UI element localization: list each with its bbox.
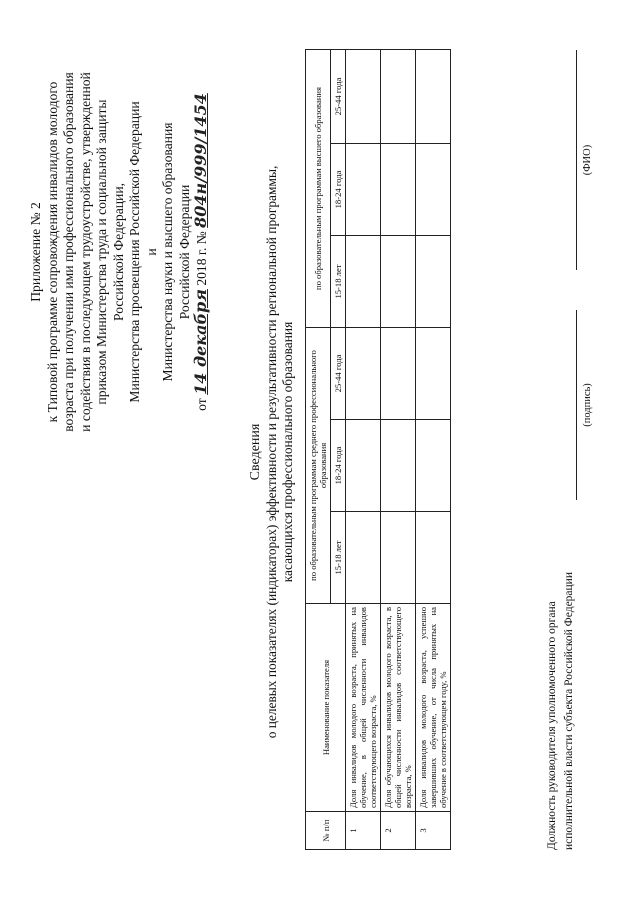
name-line <box>576 50 577 270</box>
header-age: 15-18 лет <box>331 512 346 604</box>
name-caption: (ФИО) <box>582 144 593 176</box>
order-year: 2018 г. № <box>194 231 209 286</box>
header-age: 18-24 года <box>331 144 346 236</box>
empty-cell <box>416 144 451 236</box>
document-title <box>248 22 296 882</box>
order-prefix: от <box>194 398 209 411</box>
indicators-table <box>305 49 451 850</box>
empty-cell <box>416 236 451 328</box>
empty-cell <box>416 512 451 604</box>
row-number: 3 <box>416 812 451 850</box>
header-group-spo: по образовательным программам среднего профессионального образования <box>306 328 331 604</box>
empty-cell <box>346 328 381 420</box>
empty-cell <box>381 50 416 144</box>
empty-cell <box>346 50 381 144</box>
position-title-line: исполнительной власти субъекта Российской Федерации <box>563 572 575 850</box>
header-indicator-name: Наименование показателя <box>306 604 346 812</box>
header-group-vo: по образовательным программам высшего образования <box>306 50 331 328</box>
title-line: касающихся профессионального образования <box>280 321 295 583</box>
header-line: приказом Министерства труда и социальной защиты <box>94 99 109 405</box>
indicator-name: Доля обучающихся инвалидов молодого возраста, в общей численности инвалидов соответствующего возраста, % <box>381 604 416 812</box>
handwritten-order-number: 804н/999/1454 <box>191 93 210 228</box>
position-title-line: Должность руководителя уполномоченного органа <box>546 601 558 850</box>
signature-line <box>576 310 577 500</box>
empty-cell <box>346 512 381 604</box>
table-row <box>416 50 451 850</box>
empty-cell <box>381 144 416 236</box>
rotated-landscape-sheet <box>20 22 620 882</box>
header-age: 15-18 лет <box>331 236 346 328</box>
header-line: Российской Федерации, <box>110 183 126 321</box>
header-line: к Типовой программе сопровождения инвалидов молодого <box>44 81 60 423</box>
table-row <box>346 50 381 850</box>
title-line: Сведения <box>248 423 263 481</box>
empty-cell <box>346 144 381 236</box>
indicator-name: Доля инвалидов молодого возраста, успешно завершивших обучение, от числа принятых на обучение в соответствующем году, % <box>416 604 451 812</box>
signature-caption: (подпись) <box>582 383 593 427</box>
appendix-number: Приложение № 2 <box>28 202 43 302</box>
row-number: 1 <box>346 812 381 850</box>
empty-cell <box>346 420 381 512</box>
order-reference <box>193 32 211 472</box>
header-line: и содействия в последующем трудоустройстве, утвержденной <box>77 72 93 432</box>
empty-cell <box>416 328 451 420</box>
empty-cell <box>381 328 416 420</box>
header-line: Министерства науки и высшего образования <box>160 122 175 382</box>
title-line: о целевых показателях (индикаторах) эффективности и результативности региональной программы, <box>264 165 279 739</box>
header-line: Российской Федерации <box>176 184 192 320</box>
indicator-name: Доля инвалидов молодого возраста, принятых на обучение, в общей численности инвалидов соответствующего возраста, % <box>346 604 381 812</box>
empty-cell <box>381 512 416 604</box>
header-age: 25-44 года <box>331 328 346 420</box>
appendix-header <box>28 32 211 472</box>
row-number: 2 <box>381 812 416 850</box>
table-row <box>381 50 416 850</box>
header-num: № п/п <box>306 812 346 850</box>
empty-cell <box>346 236 381 328</box>
header-age: 25-44 года <box>331 50 346 144</box>
header-line: возраста при получении ими профессионального образования <box>61 72 76 432</box>
handwritten-order-date: 14 декабря <box>191 289 210 395</box>
header-age: 18-24 года <box>331 420 346 512</box>
empty-cell <box>416 420 451 512</box>
empty-cell <box>416 50 451 144</box>
empty-cell <box>381 236 416 328</box>
empty-cell <box>381 420 416 512</box>
header-line: Министерства просвещения Российской Федерации <box>127 101 142 403</box>
header-line: и <box>143 248 159 256</box>
